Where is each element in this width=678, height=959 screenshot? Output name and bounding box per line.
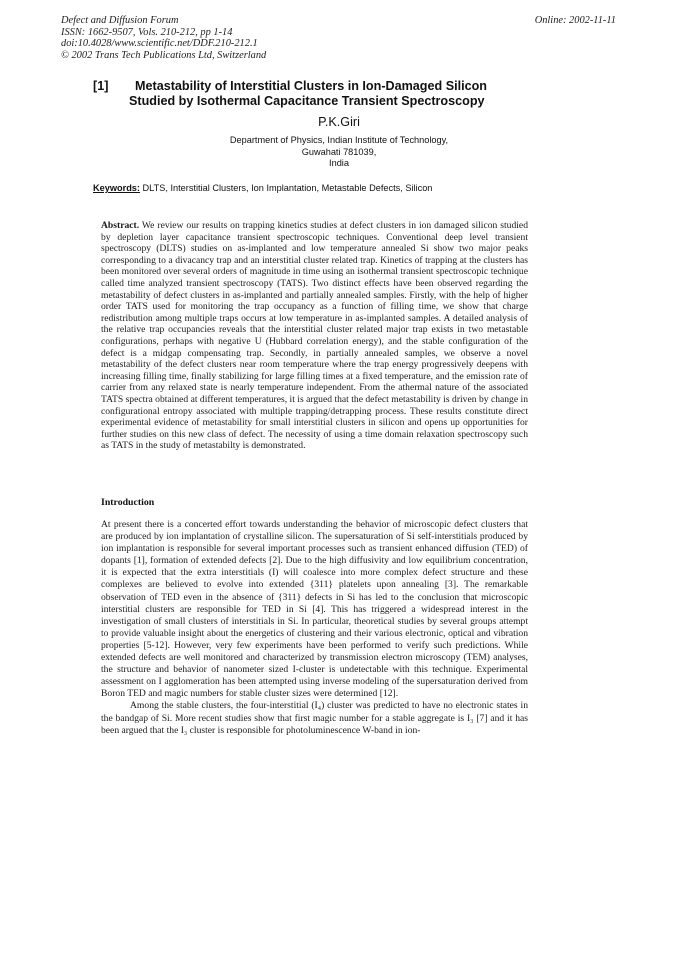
abstract-paragraph [101,220,528,452]
affiliation-line-3: India [329,158,349,169]
affiliation-line-2: Guwahati 781039, [301,146,377,157]
introduction-body [101,519,528,737]
title-line-1: Metastability of Interstitial Clusters in Ion-Damaged Silicon [135,79,487,93]
title-line-2: Studied by Isothermal Capacitance Transient Spectroscopy [129,94,485,108]
abstract-label: Abstract. [101,220,140,231]
keywords-label: Keywords: [93,183,140,193]
journal-header [61,15,266,61]
online-date: Online: 2002-11-11 [534,15,616,26]
introduction-paragraph-2: Among the stable clusters, the four-interstitial (I₄) cluster was predicted to have no electronic states in the bandgap of Si. More recent studies show that first magic number for a stable aggregate is I₃ [7] and it has been argued that the I₃ cluster is responsible for photoluminescence W-band in ion- [101,700,528,736]
introduction-paragraph-1: At present there is a concerted effort towards understanding the behavior of microscopic defect clusters that are produced by ion implantation of crystalline silicon. The supersaturation of Si self-interstitials produced by ion implantation is responsible for several important processes such as transient enhanced diffusion (TED) of dopants [1], formation of extended defects [2]. Due to the high diffusivity and low equilibrium concentration, it is expected that the extra interstitials (I) will coalesce into more complex defect structure and these complexes are believed to evolve into extended {311} platelets upon annealing [3]. The remarkable observation of TED even in the absence of {311} defects in Si has led to the conclusion that microscopic interstitial clusters are responsible for TED in Si [4]. This has triggered a widespread interest in the investigation of small clusters of interstitials in Si. In particular, theoretical studies by several groups attempt to provide valuable insight about the energetics of clustering and their various electronic, optical and vibration properties [5-12]. However, very few experiments have been performed to verify such predictions. While extended defects are well monitored and characterized by transmission electron microscopy (TEM) analyses, the structure and behavior of nanometer sized I-cluster is undetectable with this technique. Experimental assessment on I agglomeration has been attempted using inverse modeling of the supersaturation derived from Boron TED and magic numbers for stable cluster sizes were determined [12]. [101,519,528,700]
journal-name: Defect and Diffusion Forum [61,15,179,26]
keywords-line [93,183,432,193]
affiliation-line-1: Department of Physics, Indian Institute of Technology, [229,135,449,145]
keywords-list: DLTS, Interstitial Clusters, Ion Implantation, Metastable Defects, Silicon [142,183,433,193]
author-name: P.K.Giri [318,115,360,129]
issn-line: ISSN: 1662-9507, Vols. 210-212, pp 1-14 [61,26,233,38]
abstract-text: We review our results on trapping kinetics studies at defect clusters in ion damaged silicon studied by depletion layer capacitance transient spectroscopic techniques. Conventional deep level transient spectroscopy (DLTS) studies on as-implanted and low temperature annealed Si show two major peaks corresponding to a divacancy trap and an interstitial cluster related trap. Kinetics of trapping at the clusters has been monitored over several orders of magnitude in time using an isothermal transient spectroscopic technique called time analyzed transient spectroscopy (TATS). Two distinct effects have been observed regarding the metastability of defect clusters in as-implanted and partially annealed samples. Firstly, with the help of higher order TATS used for monitoring the trap occupancy as a function of filling time, we show that charge redistribution among multiple traps occurs at low temperature in as-implanted samples. A detailed analysis of the relative trap occupancies reveals that the interstitial cluster related major trap exists in two metastable configurations, perhaps with negative U (Hubbard correlation energy), and the stable configuration of the defect is a midgap compensating trap. Secondly, in partially annealed samples, we observe a novel metastability of the defect clusters near room temperature where the trap energy progressively deepens with increasing filling time, finally stabilizing for large filling times at a fixed temperature, and the emission rate of carrier from any relaxed state is nearly temperature independent. From the athermal nature of the associated TATS spectra obtained at different temperatures, it is argued that the defect metastability is driven by change in configurational entropy associated with multiple trapping/detrapping process. These results constitute direct experimental evidence of metastability for small interstitial clusters in silicon and opens up opportunities for further studies on this new class of defect. The necessity of using a time domain relaxation spectroscopy such as TATS in the study of metastabilty is demonstrated. [101,220,528,452]
abstract [101,220,528,452]
copyright-line: © 2002 Trans Tech Publications Ltd, Switzerland [61,49,267,61]
introduction-heading: Introduction [101,497,155,508]
affiliation [0,135,678,170]
doi-line: doi:10.4028/www.scientific.net/DDF.210-212.1 [61,38,258,49]
reference-number: [1] [93,79,109,93]
